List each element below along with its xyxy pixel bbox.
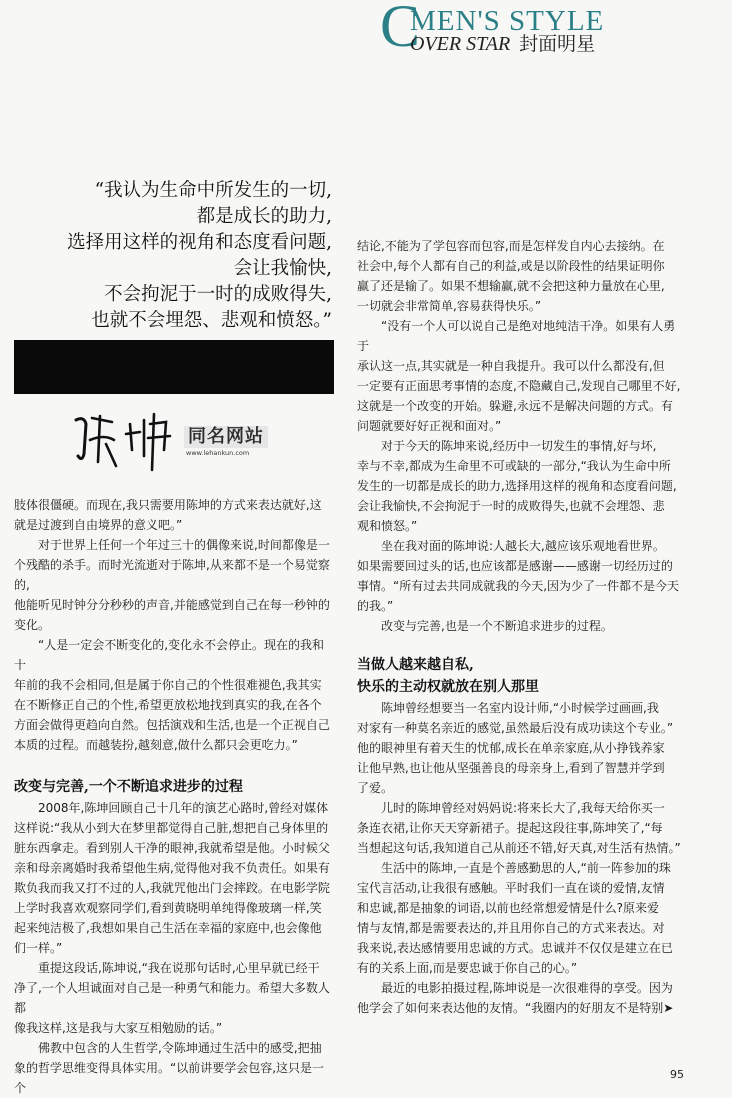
paragraph: 生活中的陈坤,一直是个善感勤思的人,“前一阵参加的珠 宝代言活动,让我很有感触。平时我们一直在谈的爱情,友情 和忠诚,都是抽象的词语,以前也经常想爱情是什么?原来爱 情与友情,都是需要表达的,并且用你自己的方式来表达。对 我来说,表达感情要用忠诚的方式。忠诚并不仅仅是建立在已 有的关系上面,而是要忠诚于你自己的心。” [357, 861, 673, 975]
paragraph: 结论,不能为了学包容而包容,而是怎样发自内心去接纳。在 社会中,每个人都有自己的利益,或是以阶段性的结果证明你 赢了还是输了。如果不想输赢,就不会把这种力量放在心里, 一切就会非常简单,容易获得快乐。” [357, 239, 665, 313]
right-column [357, 236, 687, 1018]
spacer [357, 636, 687, 654]
section-heading-line-2: 快乐的主动权就放在别人那里 [357, 679, 539, 695]
paragraph: “人是一定会不断变化的,变化永不会停止。现在的我和十 年前的我不会相同,但是属于你自己的个性很难褪色,我其实 在不断修正自己的个性,希望更放松地找到真实的我,在各个 方面会做得更趋向自然。包括演戏和生活,也是一个正视自己 本质的过程。而越装扮,越刻意,做什么都只会更吃力。” [14, 638, 330, 752]
section-heading: 改变与完善,一个不断追求进步的过程 [14, 779, 243, 795]
watermark-url: www.lehankun.com [186, 449, 250, 457]
paragraph: 佛教中包含的人生哲学,令陈坤通过生活中的感受,把抽 象的哲学思维变得具体实用。“以前讲要学会包容,这只是一个 [14, 1041, 325, 1095]
pull-quote-line: “我认为生命中所发生的一切, [94, 180, 332, 201]
pull-quote-line: 都是成长的助力, [196, 206, 332, 227]
section-heading-line-1: 当做人越来越自私, [357, 657, 474, 673]
page-number: 95 [670, 1068, 684, 1081]
pull-quote-line: 也就不会埋怨、悲观和愤怒。” [91, 310, 332, 331]
continue-arrow-icon: ➤ [663, 1001, 674, 1015]
paragraph: 陈坤曾经想要当一名室内设计师,“小时候学过画画,我 对家有一种莫名亲近的感觉,虽然最后没有成功读这个专业。” 他的眼神里有着天生的忧郁,成长在单亲家庭,从小挣钱养家 让他早熟,也让他从坚强善良的母亲身上,看到了智慧并学到 了爱。 [357, 701, 674, 795]
masthead-mens-style: MEN'S STYLE [410, 5, 605, 37]
paragraph: 2008年,陈坤回顾自己十几年的演艺心路时,曾经对媒体 这样说:“我从小到大在梦里都觉得自己脏,想把自己身体里的 脏东西拿走。看到别人干净的眼神,我就希望是他。小时候父 亲和母亲离婚时我希望他生病,觉得他对我不负责任。如果有 欺负我而我又打不过的人,我就咒他出门会摔跤。在电影学院 上学时我喜欢观察同学们,看到黄晓明单纯得像玻璃一样,笑 起来纯洁极了,我想如果自己生活在幸福的家庭中,也会像他 们一样。” [14, 801, 330, 955]
redaction-bar [14, 340, 334, 394]
masthead-cover-star-en: OVER STAR [410, 33, 511, 55]
masthead-cover-star [410, 32, 595, 56]
watermark [184, 426, 274, 466]
left-column [14, 495, 336, 1098]
pull-quote-line: 会让我愉快, [233, 258, 332, 279]
masthead [380, 2, 680, 58]
paragraph: 改变与完善,也是一个不断追求进步的过程。 [381, 619, 613, 633]
paragraph-continued [357, 978, 687, 1018]
paragraph: 对于世界上任何一个年过三十的偶像来说,时间都像是一 个残酷的杀手。而时光流逝对于陈坤,从来都不是一个易觉察的, 他能听见时钟分分秒秒的声音,并能感觉到自己在每一秒钟的 变化。 [14, 538, 330, 632]
masthead-cap-c: C [380, 0, 421, 59]
paragraph-text: 最近的电影拍摄过程,陈坤说是一次很难得的享受。因为 他学会了如何来表达他的友情。“我圈内的好朋友不是特别 [357, 981, 673, 1015]
paragraph: 儿时的陈坤曾经对妈妈说:将来长大了,我每天给你买一 条连衣裙,让你天天穿新裙子。提起这段往事,陈坤笑了,“每 当想起这句话,我知道自己从前还不错,好天真,对生活有热情。” [357, 801, 681, 855]
watermark-title: 同名网站 [184, 426, 268, 448]
masthead-cover-star-cn: 封面明星 [519, 33, 596, 55]
paragraph: 肢体很僵硬。而现在,我只需要用陈坤的方式来表达就好,这 就是过渡到自由境界的意义吧。” [14, 498, 322, 532]
paragraph: “没有一个人可以说自己是绝对地纯洁干净。如果有人勇于 承认这一点,其实就是一种自我提升。我可以什么都没有,但 一定要有正面思考事情的态度,不隐藏自己,发现自己哪里不好, 这就是一个改变的开始。躲避,永远不是解决问题的方式。有 问题就要好好正视和面对。” [357, 319, 681, 433]
pull-quote-line: 选择用这样的视角和态度看问题, [67, 232, 332, 253]
spacer [14, 755, 336, 776]
paragraph: 重提这段话,陈坤说,“我在说那句话时,心里早就已经干 净了,一个人坦诚面对自己是一种勇气和能力。希望大多数人都 像我这样,这是我与大家互相勉励的话。” [14, 961, 330, 1035]
pull-quote-line: 不会拘泥于一时的成败得失, [104, 284, 332, 305]
pull-quote [14, 178, 332, 334]
paragraph: 对于今天的陈坤来说,经历中一切发生的事情,好与坏, 幸与不幸,都成为生命里不可或缺的一部分,“我认为生命中所 发生的一切都是成长的助力,选择用这样的视角和态度看问题, 会让我愉快,不会拘泥于一时的成败得失,也就不会埋怨、悲 观和愤怒。” [357, 439, 677, 533]
signature-chen-kun [70, 410, 180, 474]
paragraph: 坐在我对面的陈坤说:人越长大,越应该乐观地看世界。 如果需要回过头的话,也应该都是感谢——感谢一切经历过的 事情。“所有过去共同成就我的今天,因为少了一件都不是今天 的我。” [357, 539, 680, 613]
